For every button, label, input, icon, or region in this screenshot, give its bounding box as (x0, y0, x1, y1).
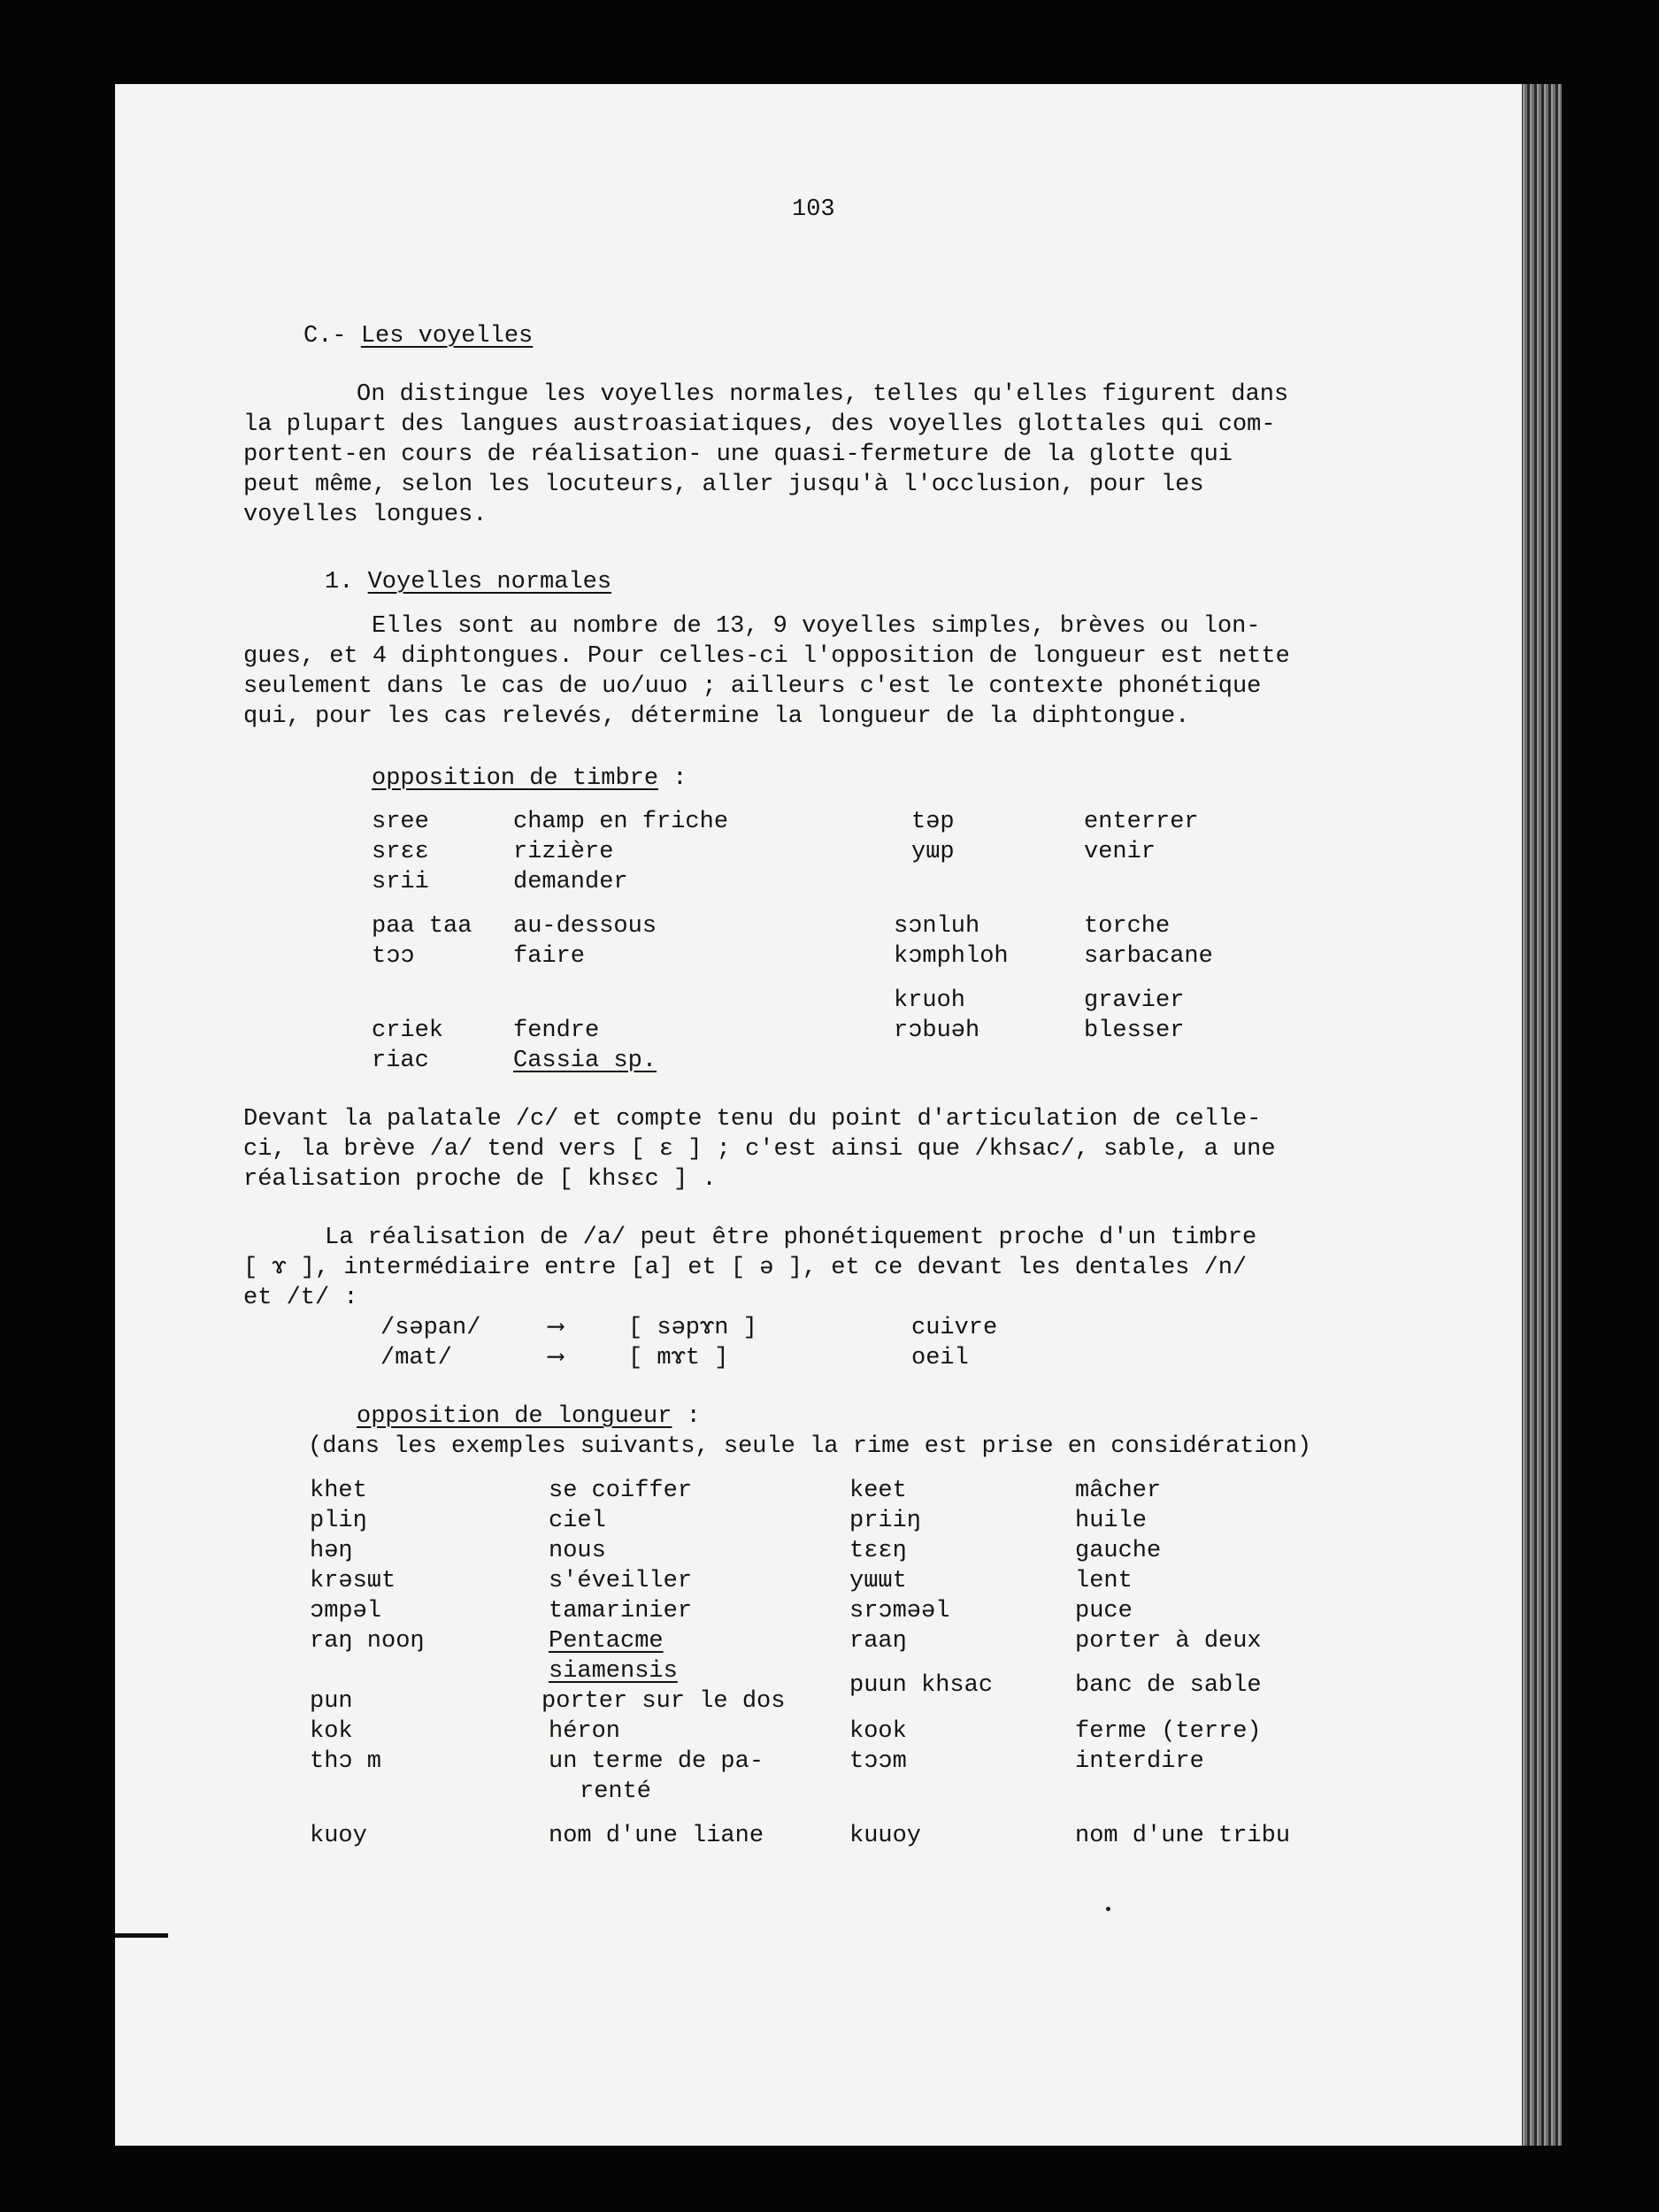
longueur-word: keet (849, 1478, 907, 1504)
longueur-gloss: porter sur le dos (541, 1688, 786, 1715)
timbre-gloss: sarbacane (1084, 943, 1213, 970)
intro-line: la plupart des langues austroasiatiques, des voyelles glottales qui com- (243, 411, 1276, 438)
timbre-word: sɔnluh (894, 913, 980, 940)
longueur-gloss: nom d'une liane (549, 1823, 764, 1849)
longueur-gloss: renté (580, 1778, 652, 1805)
palatale-line: ci, la brève /a/ tend vers [ ɛ ] ; c'est ainsi que /khsac/, sable, a une (243, 1136, 1276, 1163)
palatale-line: réalisation proche de [ khsɛc ] . (243, 1166, 717, 1193)
longueur-gloss: ciel (549, 1508, 606, 1534)
example-realisation: [ səpɤn ] (628, 1315, 757, 1341)
intro-line: peut même, selon les locuteurs, aller jusqu'à l'occlusion, pour les (243, 472, 1204, 498)
document-page (115, 84, 1522, 2146)
arrow-icon: ⟶ (549, 1345, 564, 1371)
timbre-gloss: enterrer (1084, 809, 1199, 835)
timbre-gloss: demander (513, 869, 628, 895)
realisation-line: et /t/ : (243, 1285, 358, 1311)
timbre-heading (372, 764, 687, 794)
timbre-word: riac (372, 1048, 429, 1074)
longueur-gloss: siamensis (549, 1658, 678, 1685)
longueur-gloss: nous (549, 1538, 606, 1564)
normales-line: qui, pour les cas relevés, détermine la longueur de la diphtongue. (243, 703, 1190, 730)
longueur-gloss: interdire (1075, 1748, 1204, 1775)
normales-line: seulement dans le cas de uo/uuo ; ailleurs c'est le contexte phonétique (243, 673, 1262, 700)
timbre-gloss: gravier (1084, 987, 1185, 1014)
longueur-word: ɔmpəl (310, 1598, 382, 1624)
longueur-word: raaŋ (849, 1628, 907, 1655)
section-heading (303, 321, 533, 351)
example-realisation: [ mɤt ] (628, 1345, 729, 1371)
example-gloss: oeil (911, 1345, 969, 1371)
timbre-gloss: venir (1084, 839, 1156, 865)
ink-dot (1106, 1907, 1110, 1911)
longueur-heading-colon: : (672, 1403, 701, 1430)
longueur-word: yɯɯt (849, 1568, 907, 1594)
timbre-word: yɯp (911, 839, 955, 865)
timbre-heading-title: opposition de timbre (372, 765, 659, 792)
timbre-word: kruoh (894, 987, 966, 1014)
example-phonemic: /mat/ (380, 1345, 453, 1371)
intro-line: voyelles longues. (243, 502, 488, 528)
subsection-heading (325, 567, 611, 597)
longueur-gloss: Pentacme (549, 1628, 664, 1655)
longueur-gloss: puce (1075, 1598, 1133, 1624)
timbre-gloss: Cassia sp. (513, 1048, 657, 1074)
longueur-gloss: porter à deux (1075, 1628, 1262, 1655)
timbre-word: srii (372, 869, 429, 895)
timbre-word: criek (372, 1018, 444, 1044)
longueur-word: priiŋ (849, 1508, 922, 1534)
longueur-gloss: nom d'une tribu (1075, 1823, 1291, 1849)
longueur-word: kuoy (310, 1823, 367, 1849)
timbre-gloss: fendre (513, 1018, 600, 1044)
palatale-line: Devant la palatale /c/ et compte tenu du point d'articulation de celle- (243, 1106, 1262, 1133)
timbre-gloss: au-dessous (513, 913, 657, 940)
longueur-word: kuuoy (849, 1823, 922, 1849)
longueur-gloss: se coiffer (549, 1478, 693, 1504)
normales-line: gues, et 4 diphtongues. Pour celles-ci l'opposition de longueur est nette (243, 643, 1290, 670)
longueur-gloss: tamarinier (549, 1598, 693, 1624)
longueur-word: pliŋ (310, 1508, 367, 1534)
timbre-word: sree (372, 809, 429, 835)
realisation-line: La réalisation de /a/ peut être phonétiquement proche d'un timbre (325, 1225, 1257, 1251)
arrow-icon: ⟶ (549, 1315, 564, 1341)
subsection-number: 1. (325, 569, 354, 595)
page-stack-edge (1517, 84, 1562, 2146)
timbre-word: tɔɔ (372, 943, 415, 970)
margin-mark (115, 1933, 168, 1938)
intro-line: portent-en cours de réalisation- une quasi-fermeture de la glotte qui (243, 442, 1233, 468)
longueur-gloss: s'éveiller (549, 1568, 693, 1594)
section-title: Les voyelles (360, 323, 534, 349)
longueur-heading (357, 1402, 701, 1432)
section-prefix: C.- (303, 323, 347, 349)
timbre-gloss: blesser (1084, 1018, 1185, 1044)
timbre-word: srɛɛ (372, 839, 429, 865)
timbre-word: təp (911, 809, 955, 835)
longueur-gloss: banc de sable (1075, 1672, 1262, 1699)
longueur-gloss: héron (549, 1718, 621, 1745)
intro-line: On distingue les voyelles normales, telles qu'elles figurent dans (357, 381, 1289, 408)
longueur-word: kook (849, 1718, 907, 1745)
page-number: 103 (792, 196, 835, 223)
longueur-word: kok (310, 1718, 353, 1745)
timbre-word: rɔbuəh (894, 1018, 980, 1044)
longueur-word: həŋ (310, 1538, 353, 1564)
longueur-word: khet (310, 1478, 367, 1504)
timbre-word: paa taa (372, 913, 472, 940)
longueur-gloss: un terme de pa- (549, 1748, 764, 1775)
subsection-title: Voyelles normales (367, 569, 612, 595)
timbre-gloss: champ en friche (513, 809, 729, 835)
timbre-gloss: torche (1084, 913, 1171, 940)
longueur-gloss: mâcher (1075, 1478, 1162, 1504)
longueur-gloss: lent (1075, 1568, 1133, 1594)
longueur-word: thɔ m (310, 1748, 382, 1775)
example-gloss: cuivre (911, 1315, 998, 1341)
realisation-line: [ ɤ ], intermédiaire entre [a] et [ ə ], et ce devant les dentales /n/ (243, 1255, 1248, 1281)
longueur-word: raŋ nooŋ (310, 1628, 425, 1655)
longueur-gloss: gauche (1075, 1538, 1162, 1564)
longueur-word: tɛɛŋ (849, 1538, 907, 1564)
example-phonemic: /səpan/ (380, 1315, 481, 1341)
longueur-gloss: ferme (terre) (1075, 1718, 1262, 1745)
longueur-heading-title: opposition de longueur (357, 1403, 672, 1430)
longueur-gloss: huile (1075, 1508, 1148, 1534)
longueur-word: krəsɯt (310, 1568, 396, 1594)
longueur-word: pun (310, 1688, 353, 1715)
longueur-word: tɔɔm (849, 1748, 907, 1775)
longueur-note: (dans les exemples suivants, seule la rime est prise en considération) (308, 1433, 1312, 1460)
timbre-heading-colon: : (658, 765, 687, 792)
normales-line: Elles sont au nombre de 13, 9 voyelles simples, brèves ou lon- (372, 613, 1261, 640)
longueur-word: puun khsac (849, 1672, 994, 1699)
timbre-word: kɔmphloh (894, 943, 1009, 970)
longueur-word: srɔməəl (849, 1598, 950, 1624)
timbre-gloss: faire (513, 943, 586, 970)
timbre-gloss: rizière (513, 839, 614, 865)
